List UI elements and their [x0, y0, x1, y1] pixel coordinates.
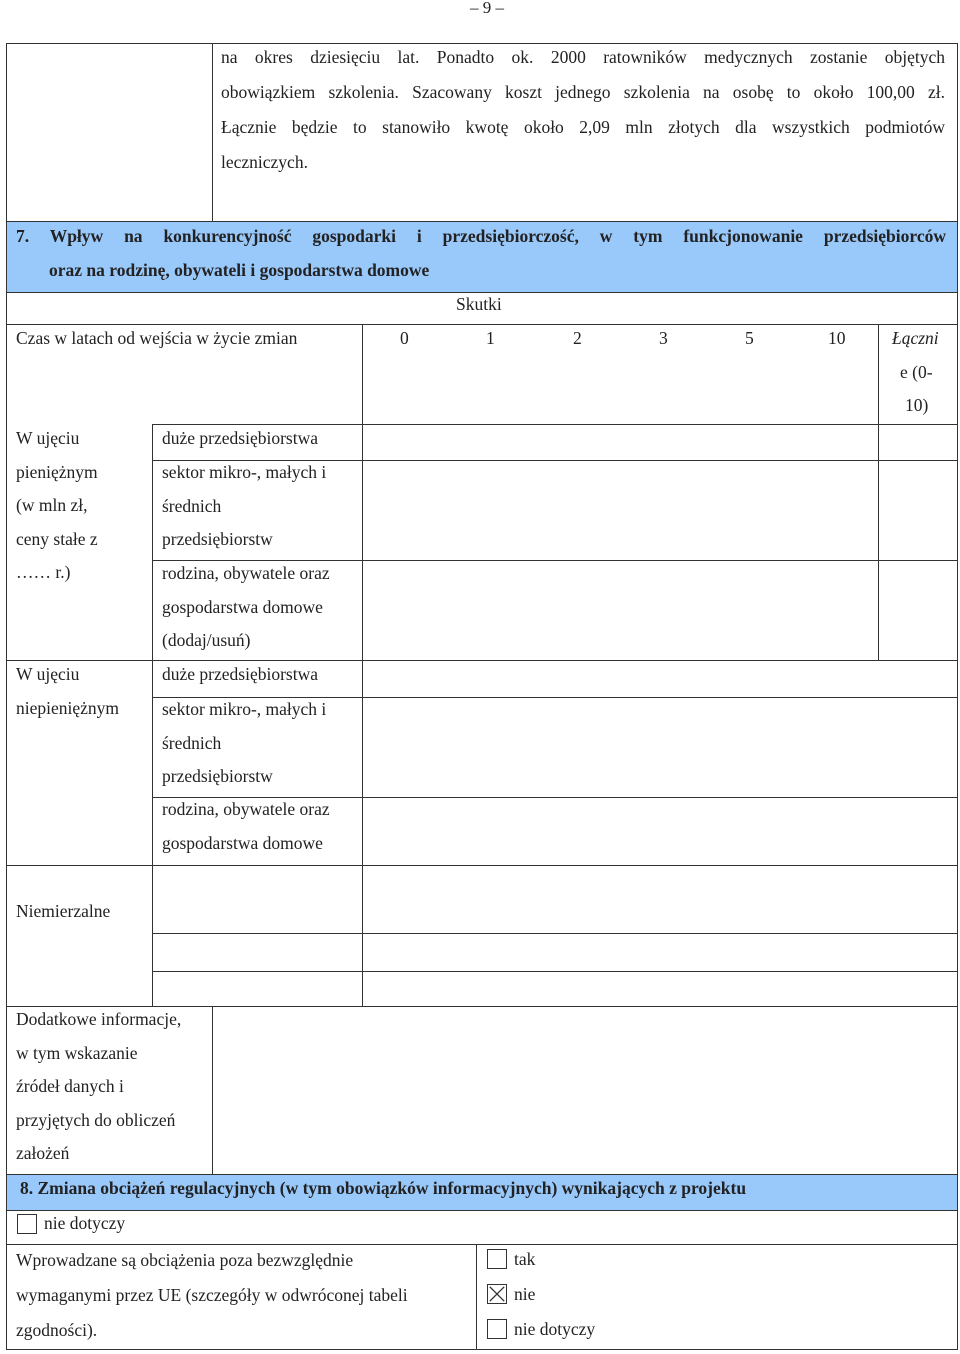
section8-title: 8. Zmiana obciążeń regulacyjnych (w tym obowiązków informacyjnych) wynikających z projektu: [20, 1178, 747, 1198]
monetary-row-sme: sektor mikro-, małych i średnich przedsiębiorstw: [162, 462, 327, 550]
total-label-3: 10): [905, 395, 929, 415]
nonmonetary-row-large: duże przedsiębiorstwa: [162, 664, 318, 684]
unmeasurable-label: Niemierzalne: [16, 901, 111, 921]
year-5: 5: [745, 328, 754, 348]
year-10: 10: [828, 328, 846, 348]
skutki-label: Skutki: [456, 294, 502, 314]
year-1: 1: [486, 328, 495, 348]
monetary-row-family: rodzina, obywatele oraz gospodarstwa domowe (dodaj/usuń): [162, 563, 330, 651]
extra-info-label: Dodatkowe informacje, w tym wskazanie źródeł danych i przyjętych do obliczeń założeń: [16, 1009, 182, 1164]
year-3: 3: [659, 328, 668, 348]
not-applicable-label: nie dotyczy: [44, 1213, 126, 1233]
not-applicable-checkbox[interactable]: [17, 1214, 37, 1234]
page-number: – 9 –: [470, 0, 504, 17]
intro-left-divider: [212, 43, 213, 222]
intro-paragraph: na okres dziesięciu lat. Ponadto ok. 2000 ratowników medycznych zostanie objętych obowiązkiem szkolenia. Szacowany koszt jednego szkolenia na osobę to około 100,00 zł. Łącznie będzie to stanowiło kwotę około 2,09 mln złotych dla wszystkich podmiotów leczniczych.: [221, 47, 945, 172]
section8-question: Wprowadzane są obciążenia poza bezwzględnie wymaganymi przez UE (szczegóły w odwróconej tabeli zgodności).: [16, 1250, 408, 1340]
option-nie-checkbox[interactable]: [487, 1284, 507, 1304]
option-nie-dotyczy-label: nie dotyczy: [514, 1319, 596, 1339]
monetary-label: W ujęciu pieniężnym (w mln zł, ceny stałe z …… r.): [16, 428, 98, 583]
year-2: 2: [573, 328, 582, 348]
monetary-row-large: duże przedsiębiorstwa: [162, 428, 318, 448]
year-0: 0: [400, 328, 409, 348]
option-nie-dotyczy-checkbox[interactable]: [487, 1319, 507, 1339]
nonmonetary-row-family: rodzina, obywatele oraz gospodarstwa domowe: [162, 799, 330, 853]
nonmonetary-row-sme: sektor mikro-, małych i średnich przedsiębiorstw: [162, 699, 327, 787]
section7-title: 7. Wpływ na konkurencyjność gospodarki i przedsiębiorczość, w tym funkcjonowanie przedsiębiorców oraz na rodzinę, obywateli i gospodarstwa domowe: [16, 226, 946, 280]
total-label-1: Łączni: [892, 328, 939, 348]
option-tak-checkbox[interactable]: [487, 1249, 507, 1269]
time-label: Czas w latach od wejścia w życie zmian: [16, 328, 298, 348]
option-nie-label: nie: [514, 1284, 536, 1304]
total-label-2: e (0-: [900, 362, 933, 382]
nonmonetary-label: W ujęciu niepieniężnym: [16, 664, 120, 718]
option-tak-label: tak: [514, 1249, 536, 1269]
